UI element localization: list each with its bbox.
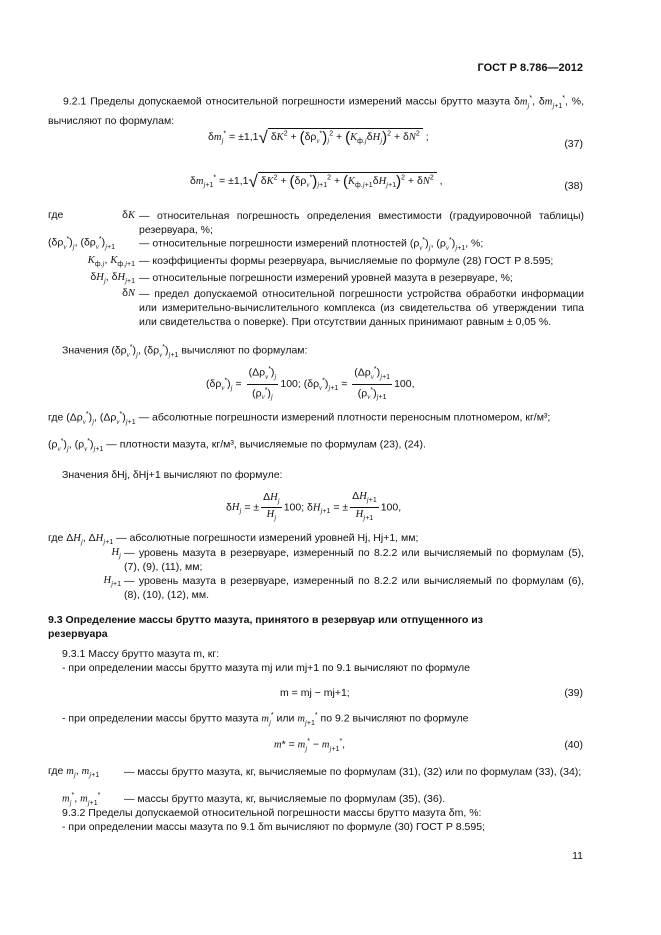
h-values-line: Значения δHj, δHj+1 вычисляют по формуле: — [62, 469, 283, 481]
page-number: 11 — [572, 850, 583, 862]
where-label-1: где — [48, 209, 64, 221]
equation-rho: $(\delta\rho_v^*)_j$ = $\frac{(\Delta\rho_v^*)_j}{(\rho_v^*)_j}$ 100; $(\delta\rho_v^*)_{j+1}$ = $\frac{(\Delta\rho_v^*)_{j+1}}{(\rho_v^*)_{j+1}}$ 100, — [206, 366, 415, 402]
term-drho: $(\delta\rho_v^*)_j$, $(\delta\rho_v^*)_{j+1}$ — [48, 236, 116, 251]
rho-values-tail: вычисляют по формулам: — [181, 344, 308, 357]
doc-id: ГОСТ Р 8.786—2012 — [477, 62, 583, 74]
desc-drho-text: — относительные погрешности измерений плотностей — [139, 237, 407, 250]
rho-density-desc: — плотности мазута, кг/м³, вычисляемые по формулам (23), (24). — [106, 438, 426, 451]
p921-lead: 9.2.1 Пределы допускаемой относительной погрешности измерений массы брутто мазута — [63, 95, 511, 108]
desc-drho: — относительные погрешности измерений плотностей $(\rho_v^*)_j$, $(\rho_v^*)_{j+1}$, %; — [139, 237, 484, 252]
eq39-number: (39) — [564, 687, 583, 699]
eq38-number: (38) — [564, 180, 583, 192]
equation-37: $\delta m_j^* = \pm 1,1√$ $\delta K^2 + (\delta\rho_v^*)_j^2 + (K_{ф.j}\delta H_j)^2 + \delta N^2$ ; — [208, 128, 429, 147]
eq40-number: (40) — [564, 739, 583, 751]
rho-abs-line: где $(\Delta\rho_v^*)_j$, $(\Delta\rho_v^*)_{j+1}$ — абсолютные погрешности измерений плотности переносным плотномером, кг/м³; — [48, 411, 551, 426]
term-dk: δK — [122, 209, 135, 221]
bullet-2-or: или — [276, 712, 295, 725]
desc-m: — массы брутто мазута, кг, вычисляемые по формулам (31), (32) или по формулам (33), (34); — [124, 766, 582, 778]
p932: 9.3.2 Пределы допускаемой относительной погрешности массы брутто мазута δm, %: — [62, 807, 482, 819]
desc-hj1: — уровень мазута в резервуаре, измеренный по 8.2.2 или вычисляемый по формулам (6), (8), (10), (12), мм. — [124, 575, 584, 601]
equation-40: $m* = m_j^* - m_{j+1}^*$, — [274, 738, 346, 753]
equation-39: m = mj − mj+1; — [280, 687, 350, 699]
term-dh: $\delta H_j$, $\delta H_{j+1}$ — [90, 271, 135, 286]
coef-38: ±1,1 — [228, 175, 249, 187]
rho-density-line: $(\rho_v^*)_j$, $(\rho_v^*)_{j+1}$ — плотности мазута, кг/м³, вычисляемые по формулам (23), (24). — [48, 438, 426, 453]
paragraph-921: 9.2.1 Пределы допускаемой относительной погрешности измерений массы брутто мазута $\delta m_j^*$, $\delta m_{j+1}^*$, %, вычисляют по формулам: — [48, 95, 584, 127]
coef-37: ±1,1 — [238, 131, 259, 143]
term-dn: δN — [122, 287, 135, 299]
desc-dh: — относительные погрешности измерений уровней мазута в резервуаре, %; — [139, 272, 513, 284]
where-label-2: где — [48, 411, 64, 424]
bullet-2-lead: - при определении массы брутто мазута — [62, 712, 259, 725]
p931: 9.3.1 Массу брутто мазута m, кг: — [62, 648, 220, 660]
eq37-number: (37) — [564, 138, 583, 150]
h-abs-desc: — абсолютные погрешности измерений уровней Hj, Hj+1, мм; — [116, 532, 419, 544]
term-hj: $H_j$ — [111, 547, 121, 561]
m-where-line: где $m_j$, $m_{j+1}$ — [48, 765, 100, 780]
term-kf: $K_{ф.j}$, $K_{ф.j+1}$ — [87, 254, 135, 269]
desc-dn: — предел допускаемой относительной погрешности устройства обработки информации или измерительно-вычислительного комплекса (из свидетельства об утверждении типа или свидетельства о поверке). При отсутствии данных принимают равным ± 0,05 %. — [139, 288, 584, 328]
bullet-2: - при определении массы брутто мазута $m_j^*$ или $m_{j+1}^*$ по 9.2 вычисляют по формуле — [62, 712, 469, 727]
desc-drho-tail: , %; — [465, 237, 484, 250]
desc-mstar: — массы брутто мазута, кг, вычисляемые по формулам (35), (36). — [124, 793, 446, 805]
where-label-4: где — [48, 765, 64, 777]
term-hj1: $H_{j+1}$ — [103, 575, 121, 589]
rho-abs-desc: — абсолютные погрешности измерений плотности переносным плотномером, кг/м³; — [138, 411, 551, 424]
rho-values-lead: Значения — [62, 344, 109, 357]
term-mstar: $m_j^*$, $m_{j+1}^*$ — [62, 792, 101, 807]
desc-dk: — относительная погрешность определения вместимости (градуировочной таблицы) резервуара, %; — [139, 210, 584, 236]
equation-h: $\delta H_j$ = ± $\frac{\Delta H_j}{H_j}$ 100; $\delta H_{j+1}$ = ± $\frac{\Delta H_{j+1}}{H_{j+1}}$ 100, — [226, 490, 402, 523]
where-label-3: где — [48, 532, 64, 544]
desc-hj: — уровень мазута в резервуаре, измеренный по 8.2.2 или вычисляемый по формулам (5), (7), (9), (11), мм; — [124, 547, 584, 573]
rho-hundred: 100, — [394, 377, 415, 390]
p921-tail: , %, вычисляют по формулам: — [48, 95, 584, 127]
bullet-2-tail: по 9.2 вычисляют по формуле — [320, 712, 469, 725]
desc-kf: — коэффициенты формы резервуара, вычисляемые по формуле (28) ГОСТ Р 8.595; — [139, 255, 554, 267]
h-abs-line: где $\Delta H_j$, $\Delta H_{j+1}$ — абсолютные погрешности измерений уровней Hj, Hj+1, мм; — [48, 532, 419, 547]
equation-38: $\delta m_{j+1}^* = \pm 1,1√$ $\delta K^2 + (\delta\rho_v^*)_{j+1}^2 + (K_{ф.j+1}\delta H_{j+1})^2 + \delta N^2$ , — [190, 172, 443, 191]
bullet-3: - при определении массы мазута по 9.1 δm вычисляют по формуле (30) ГОСТ Р 8.595; — [62, 821, 485, 833]
rho-values-line: Значения $(\delta\rho_v^*)_j$, $(\delta\rho_v^*)_{j+1}$ вычисляют по формулам: — [62, 344, 308, 359]
section-93-heading: 9.3 Определение массы брутто мазута, принятого в резервуар или отпущенного из резервуара — [48, 614, 483, 640]
bullet-1: - при определении массы брутто мазута mj или mj+1 по 9.1 вычисляют по формуле — [62, 662, 470, 674]
